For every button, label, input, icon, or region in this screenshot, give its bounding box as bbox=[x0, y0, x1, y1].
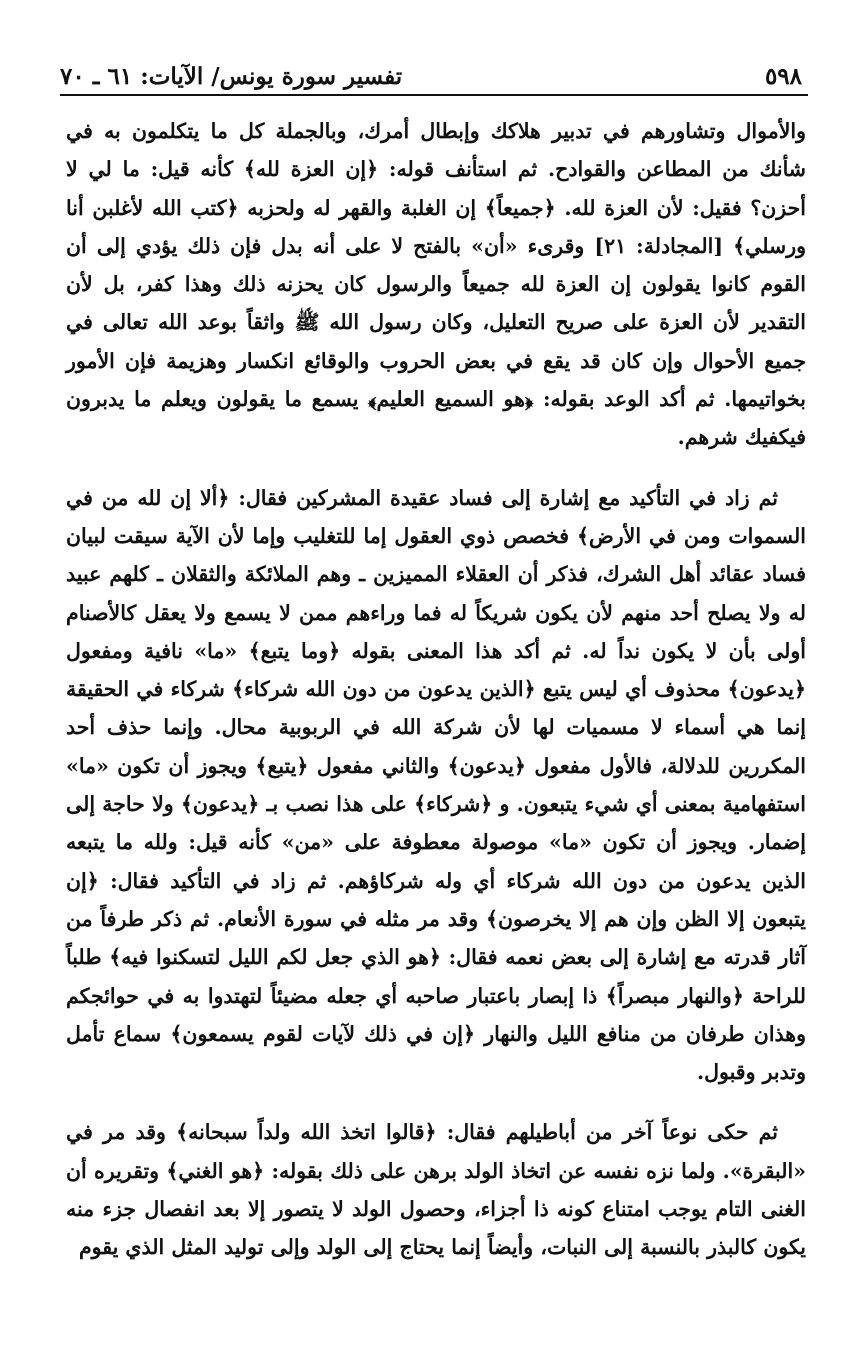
page-number: ٥٩٨ bbox=[764, 63, 802, 90]
paragraph-2: ثم زاد في التأكيد مع إشارة إلى فساد عقيدة المشركين فقال: ﴿ألا إن لله من في السموات ومن في الأرض﴾ فخصص ذوي العقول إما للتغليب وإما لأن الآية سيقت لبيان فساد عقائد أهل الشرك، فذكر أن العقلاء المميزين ـ وهم الملائكة والثقلان ـ كلهم عبيد له ولا يصلح أحد منهم لأن يكون شريكاً له فما وراءهم ممن لا يسمع ولا يعقل كالأصنام أولى بأن لا يكون نداً له. ثم أكد هذا المعنى بقوله ﴿وما يتبع﴾ «ما» نافية ومفعول ﴿يدعون﴾ محذوف أي ليس يتبع ﴿الذين يدعون من دون الله شركاء﴾ شركاء في الحقيقة إنما هي أسماء لا مسميات لها لأن شركة الله في الربوبية محال. وإنما حذف أحد المكررين للدلالة، فالأول مفعول ﴿يدعون﴾ والثاني مفعول ﴿يتبع﴾ ويجوز أن تكون «ما» استفهامية بمعنى أي شيء يتبعون. و ﴿شركاء﴾ على هذا نصب بـ ﴿يدعون﴾ ولا حاجة إلى إضمار. ويجوز أن تكون «ما» موصولة معطوفة على «من» كأنه قيل: ولله ما يتبعه الذين يدعون من دون الله شركاء أي وله شركاؤهم. ثم زاد في التأكيد فقال: ﴿إن يتبعون إلا الظن وإن هم إلا يخرصون﴾ وقد مر مثله في سورة الأنعام. ثم ذكر طرفاً من آثار قدرته مع إشارة إلى بعض نعمه فقال: ﴿هو الذي جعل لكم الليل لتسكنوا فيه﴾ طلباً للراحة ﴿والنهار مبصراً﴾ ذا إبصار باعتبار صاحبه أي جعله مضيئاً لتهتدوا به في حوائجكم وهذان طرفان من منافع الليل والنهار ﴿إن في ذلك لآيات لقوم يسمعون﴾ سماع تأمل وتدبر وقبول. bbox=[66, 485, 806, 1085]
paragraph-3: ثم حكى نوعاً آخر من أباطيلهم فقال: ﴿قالوا اتخذ الله ولداً سبحانه﴾ وقد مر في «البقرة». ولما نزه نفسه عن اتخاذ الولد برهن على ذلك بقوله: ﴿هو الغني﴾ وتقريره أن الغنى التام يوجب امتناع كونه ذا أجزاء، وحصول الولد لا يتصور إلا بعد انفصال جزء منه يكون كالبذر بالنسبة إلى النبات، وأيضاً إنما يحتاج إلى الولد وإلى توليد المثل الذي يقوم bbox=[66, 1120, 806, 1260]
page-body bbox=[66, 112, 806, 1267]
paragraph-1: والأموال وتشاورهم في تدبير هلاكك وإبطال أمرك، وبالجملة كل ما يتكلمون به في شأنك من المطاعن والقوادح. ثم استأنف قوله: ﴿إن العزة لله﴾ كأنه قيل: ما لي لا أحزن؟ فقيل: لأن العزة لله. ﴿جميعاً﴾ إن الغلبة والقهر له ولحزبه ﴿كتب الله لأغلبن أنا ورسلي﴾ [المجادلة: ٢١] وقرىء «أن» بالفتح لا على أنه بدل فإن ذلك يؤدي إلى أن القوم كانوا يقولون إن العزة لله جميعاً والرسول كان يحزنه ذلك وهذا كفر، بل لأن التقدير لأن العزة على صريح التعليل، وكان رسول الله ﷺ واثقاً بوعد الله تعالى في جميع الأحوال وإن كان قد يقع في بعض الحروب والوقائع انكسار وهزيمة فإن الأمور بخواتيمها. ثم أكد الوعد بقوله: ﴿هو السميع العليم﴾ يسمع ما يقولون ويعلم ما يدبرون فيكفيك شرهم. bbox=[66, 119, 807, 450]
running-title: تفسير سورة يونس/ الآيات: ٦١ ـ ٧٠ bbox=[60, 63, 403, 90]
paragraph-gap bbox=[66, 1091, 806, 1113]
page-header bbox=[60, 52, 802, 92]
paragraph-gap bbox=[66, 457, 806, 479]
header-rule bbox=[60, 94, 808, 96]
